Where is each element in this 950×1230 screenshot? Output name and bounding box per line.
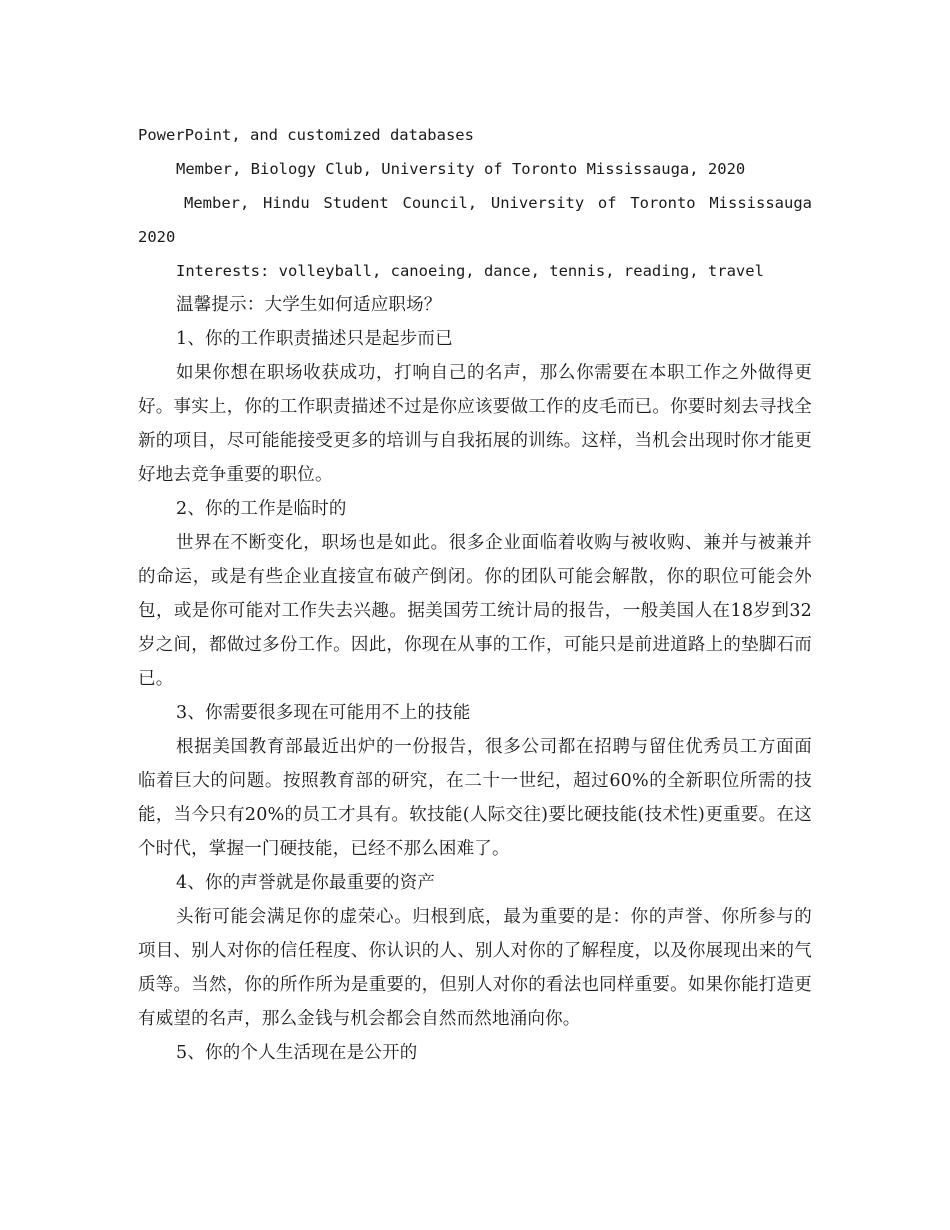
section-heading: 3、你需要很多现在可能用不上的技能 bbox=[176, 703, 471, 723]
section-body: 根据美国教育部最近出炉的一份报告，很多公司都在招聘与留住优秀员工方面面临着巨大的问题。按照教育部的研究，在二十一世纪，超过60%的全新职位所需的技能，当今只有20%的员工才具有。软技能(人际交往)要比硬技能(技术性)更重要。在这个时代，掌握一门硬技能，已经不那么困难了。 bbox=[138, 737, 812, 859]
section-heading: 1、你的工作职责描述只是起步而已 bbox=[176, 329, 453, 349]
document-page bbox=[138, 118, 812, 1070]
resume-skills-line: PowerPoint, and customized databases bbox=[138, 126, 474, 144]
resume-activity-biology-club: Member, Biology Club, University of Toronto Mississauga, 2020 bbox=[176, 160, 746, 178]
section-body: 头衔可能会满足你的虚荣心。归根到底，最为重要的是：你的声誉、你所参与的项目、别人对你的信任程度、你认识的人、别人对你的了解程度，以及你展现出来的气质等。当然，你的所作所为是重要的，但别人对你的看法也同样重要。如果你能打造更有威望的名声，那么金钱与机会都会自然而然地涌向你。 bbox=[138, 907, 812, 1029]
section-body: 世界在不断变化，职场也是如此。很多企业面临着收购与被收购、兼并与被兼并的命运，或是有些企业直接宣布破产倒闭。你的团队可能会解散，你的职位可能会外包，或是你可能对工作失去兴趣。据美国劳工统计局的报告，一般美国人在18岁到32岁之间，都做过多份工作。因此，你现在从事的工作，可能只是前进道路上的垫脚石而已。 bbox=[138, 533, 812, 689]
section-heading: 5、你的个人生活现在是公开的 bbox=[176, 1043, 418, 1063]
tips-title: 温馨提示：大学生如何适应职场？ bbox=[176, 295, 442, 315]
resume-activity-year: 2020 bbox=[138, 228, 176, 246]
section-heading: 4、你的声誉就是你最重要的资产 bbox=[176, 873, 436, 893]
section-body: 如果你想在职场收获成功，打响自己的名声，那么你需要在本职工作之外做得更好。事实上，你的工作职责描述不过是你应该要做工作的皮毛而已。你要时刻去寻找全新的项目，尽可能能接受更多的培训与自我拓展的训练。这样，当机会出现时你才能更好地去竞争重要的职位。 bbox=[138, 363, 812, 485]
section-heading: 2、你的工作是临时的 bbox=[176, 499, 347, 519]
resume-interests: Interests: volleyball, canoeing, dance, tennis, reading, travel bbox=[176, 262, 764, 280]
resume-activity-hindu-student-council: Member, Hindu Student Council, University of Toronto Mississauga bbox=[184, 194, 812, 212]
